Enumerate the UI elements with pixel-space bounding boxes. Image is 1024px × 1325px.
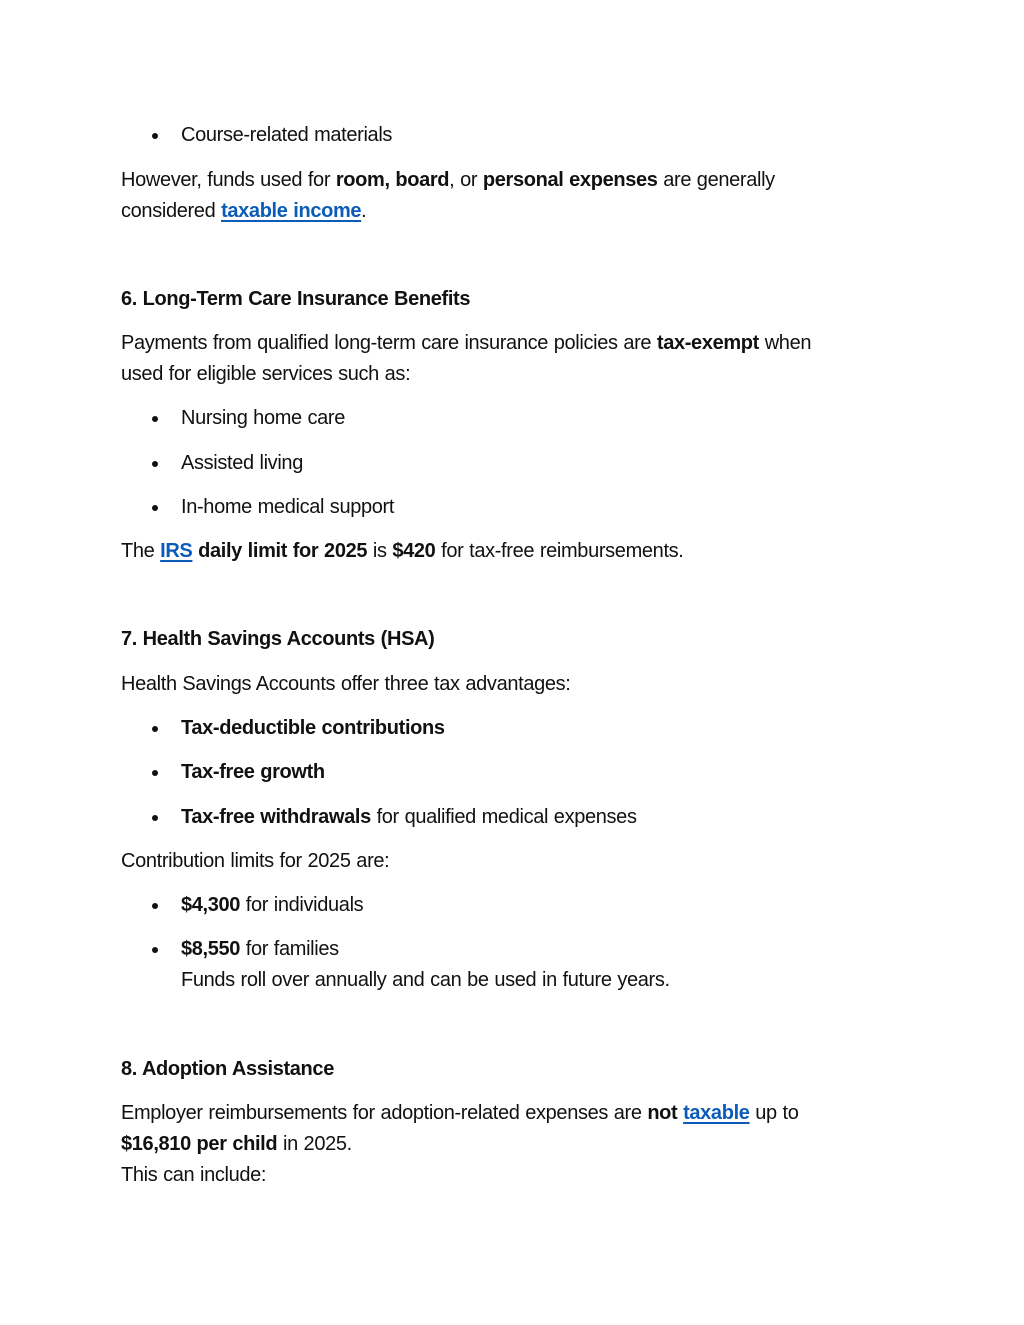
list-item bbox=[181, 760, 325, 784]
list-item-text: In-home medical support bbox=[181, 496, 395, 518]
bullet-icon bbox=[152, 505, 158, 511]
text: The bbox=[121, 540, 161, 562]
paragraph-line bbox=[121, 1101, 799, 1125]
bold-text: $4,300 bbox=[181, 894, 241, 916]
list-item bbox=[181, 805, 637, 829]
taxable-income-link[interactable]: taxable income bbox=[221, 200, 362, 222]
text: in 2025. bbox=[277, 1133, 352, 1155]
section-heading: 7. Health Savings Accounts (HSA) bbox=[121, 628, 435, 650]
bullet-icon bbox=[152, 726, 158, 732]
bold-text: Tax-deductible contributions bbox=[181, 717, 445, 739]
list-item bbox=[181, 716, 445, 740]
paragraph-line bbox=[121, 199, 366, 223]
paragraph-line: Contribution limits for 2025 are: bbox=[121, 850, 390, 872]
section-heading: 8. Adoption Assistance bbox=[121, 1058, 334, 1080]
bold-text: personal expenses bbox=[482, 169, 658, 191]
list-item-text: Course-related materials bbox=[181, 124, 393, 146]
text: for tax-free reimbursements. bbox=[435, 540, 684, 562]
bullet-icon bbox=[152, 815, 158, 821]
bold-text: $8,550 bbox=[181, 938, 241, 960]
text: , or bbox=[449, 169, 483, 191]
bullet-icon bbox=[152, 416, 158, 422]
text: considered bbox=[121, 200, 222, 222]
list-item bbox=[181, 893, 363, 917]
taxable-link[interactable]: taxable bbox=[683, 1102, 750, 1124]
list-item bbox=[181, 406, 345, 430]
text: Employer reimbursements for adoption-related expenses are bbox=[121, 1102, 648, 1124]
paragraph-line bbox=[121, 539, 684, 563]
text: when bbox=[759, 332, 812, 354]
list-item-text: for individuals bbox=[240, 894, 364, 916]
list-item bbox=[181, 123, 392, 147]
bold-text: room, board bbox=[335, 169, 450, 191]
bullet-icon bbox=[152, 947, 158, 953]
bullet-icon bbox=[152, 133, 158, 139]
paragraph-line: Health Savings Accounts offer three tax advantages: bbox=[121, 673, 571, 695]
bold-text: not bbox=[647, 1102, 678, 1124]
bold-text: $16,810 per child bbox=[121, 1133, 278, 1155]
list-item bbox=[181, 495, 394, 519]
text: are generally bbox=[657, 169, 775, 191]
list-item-text: for families bbox=[240, 938, 339, 960]
bold-text: daily limit for 2025 bbox=[192, 540, 368, 562]
text: Payments from qualified long-term care insurance policies are bbox=[121, 332, 657, 354]
bold-text: tax-exempt bbox=[656, 332, 759, 354]
bold-text: Tax-free growth bbox=[181, 761, 325, 783]
paragraph-line bbox=[121, 331, 811, 355]
list-item-text: for qualified medical expenses bbox=[370, 806, 637, 828]
text: is bbox=[367, 540, 393, 562]
rollover-note: Funds roll over annually and can be used in future years. bbox=[181, 969, 670, 991]
bullet-icon bbox=[152, 770, 158, 776]
paragraph-line bbox=[121, 1132, 352, 1156]
bullet-icon bbox=[152, 903, 158, 909]
bullet-icon bbox=[152, 461, 158, 467]
section-heading: 6. Long-Term Care Insurance Benefits bbox=[121, 288, 471, 310]
list-item bbox=[181, 451, 303, 475]
bold-text: Tax-free withdrawals bbox=[181, 806, 371, 828]
bold-text: $420 bbox=[392, 540, 436, 562]
text: However, funds used for bbox=[121, 169, 336, 191]
text: up to bbox=[749, 1102, 799, 1124]
text: . bbox=[361, 200, 367, 222]
list-item-text: Assisted living bbox=[181, 452, 303, 474]
irs-link[interactable]: IRS bbox=[160, 540, 193, 562]
list-item bbox=[181, 937, 339, 961]
paragraph-line: used for eligible services such as: bbox=[121, 363, 411, 385]
paragraph-line bbox=[121, 168, 775, 192]
list-item-text: Nursing home care bbox=[181, 407, 346, 429]
paragraph-line: This can include: bbox=[121, 1164, 267, 1186]
